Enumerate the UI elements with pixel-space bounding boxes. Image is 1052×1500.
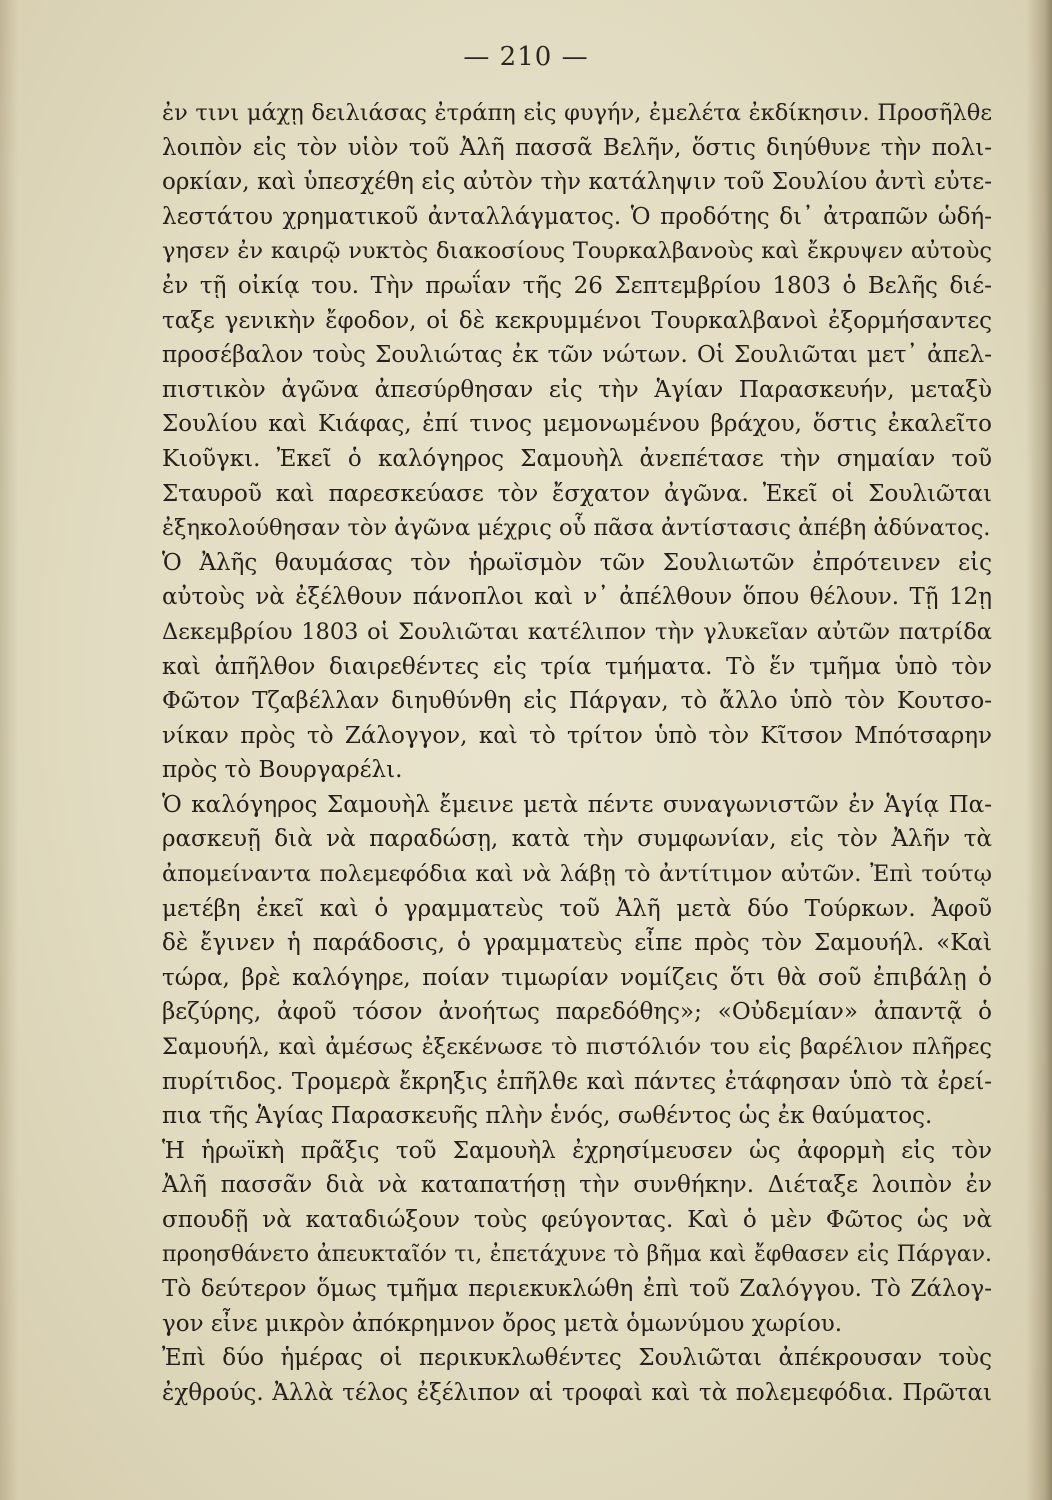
text-line: Δεκεμβρίου 1803 οἱ Σουλιῶται κατέλιπον τὴν γλυκεῖαν αὐτῶν πατρίδα (162, 618, 992, 645)
text-line: γησεν ἐν καιρῷ νυκτὸς διακοσίους Τουρκαλβανοὺς καὶ ἔκρυψεν αὐτοὺς (162, 238, 992, 265)
text-line: Σουλίου καὶ Κιάφας, ἐπί τινος μεμονωμένου βράχου, ὅστις ἐκαλεῖτο (162, 411, 992, 438)
text-line: γον εἶνε μικρὸν ἀπόκρημνον ὄρος μετὰ ὁμωνύμου χωρίου. (162, 1310, 843, 1337)
text-line: αὐτοὺς νὰ ἐξέλθουν πάνοπλοι καὶ ν᾽ ἀπέλθουν ὅπου θέλουν. Τῇ 12ῃ (162, 584, 992, 611)
text-line: τώρα, βρὲ καλόγηρε, ποίαν τιμωρίαν νομίζεις ὅτι θὰ σοῦ ἐπιβάλῃ ὁ (162, 964, 992, 991)
text-line: Σταυροῦ καὶ παρεσκεύασε τὸν ἔσχατον ἀγῶνα. Ἐκεῖ οἱ Σουλιῶται (162, 480, 992, 507)
text-line: πυρίτιδος. Τρομερὰ ἔκρηξις ἐπῆλθε καὶ πάντες ἐτάφησαν ὑπὸ τὰ ἐρεί- (162, 1068, 992, 1095)
text-line: μετέβη ἐκεῖ καὶ ὁ γραμματεὺς τοῦ Ἀλῆ μετὰ δύο Τούρκων. Ἀφοῦ (162, 895, 992, 922)
text-line: ἐχθρούς. Ἀλλὰ τέλος ἐξέλιπον αἱ τροφαὶ καὶ τὰ πολεμεφόδια. Πρῶται (162, 1379, 992, 1406)
text-line: ἀπομείναντα πολεμεφόδια καὶ νὰ λάβῃ τὸ ἀντίτιμον αὐτῶν. Ἐπὶ τούτῳ (162, 861, 992, 888)
page-right-edge-shadow (1026, 0, 1052, 1500)
text-line: Ὁ Ἀλῆς θαυμάσας τὸν ἡρωϊσμὸν τῶν Σουλιωτῶν ἐπρότεινεν εἰς (162, 549, 992, 576)
text-line: Σαμουήλ, καὶ ἀμέσως ἐξεκένωσε τὸ πιστόλιόν του εἰς βαρέλιον πλῆρες (162, 1034, 992, 1061)
text-line: Ἐπὶ δύο ἡμέρας οἱ περικυκλωθέντες Σουλιῶται ἀπέκρουσαν τοὺς (162, 1345, 992, 1372)
page-left-edge-shadow (0, 0, 18, 1500)
text-line: καὶ ἀπῆλθον διαιρεθέντες εἰς τρία τμήματα. Τὸ ἕν τμῆμα ὑπὸ τὸν (162, 653, 992, 680)
text-line: βεζύρης, ἀφοῦ τόσον ἀνοήτως παρεδόθης»; «Οὐδεμίαν» ἀπαντᾷ ὁ (162, 999, 992, 1026)
text-line: σπουδῇ νὰ καταδιώξουν τοὺς φεύγοντας. Καὶ ὁ μὲν Φῶτος ὡς νὰ (162, 1207, 992, 1233)
body-text (162, 96, 992, 1411)
text-line: Τὸ δεύτερον ὅμως τμῆμα περιεκυκλώθη ἐπὶ τοῦ Ζαλόγγου. Τὸ Ζάλογ- (162, 1276, 992, 1303)
text-line: δὲ ἔγινεν ἡ παράδοσις, ὁ γραμματεὺς εἶπε πρὸς τὸν Σαμουήλ. «Καὶ (162, 930, 992, 957)
text-line: ἐξηκολούθησαν τὸν ἀγῶνα μέχρις οὗ πᾶσα ἀντίστασις ἀπέβη ἀδύνατος. (162, 515, 991, 542)
text-line: λοιπὸν εἰς τὸν υἱὸν τοῦ Ἀλῆ πασσᾶ Βελῆν, ὅστις διηύθυνε τὴν πολι- (162, 134, 992, 161)
text-line: ταξε γενικὴν ἔφοδον, οἱ δὲ κεκρυμμένοι Τουρκαλβανοὶ ἐξορμήσαντες (162, 307, 992, 334)
text-line: ρασκευῇ διὰ νὰ παραδώσῃ, κατὰ τὴν συμφωνίαν, εἰς τὸν Ἀλῆν τὰ (162, 826, 992, 853)
text-line: ορκίαν, καὶ ὑπεσχέθη εἰς αὐτὸν τὴν κατάληψιν τοῦ Σουλίου ἀντὶ εὐτε- (162, 169, 992, 196)
text-line: πιστικὸν ἀγῶνα ἀπεσύρθησαν εἰς τὴν Ἁγίαν Παρασκευήν, μεταξὺ (162, 376, 992, 403)
text-line: πια τῆς Ἁγίας Παρασκευῆς πλὴν ἑνός, σωθέντος ὡς ἐκ θαύματος. (162, 1103, 933, 1130)
text-line: πρὸς τὸ Βουργαρέλι. (162, 757, 403, 784)
text-line: προσέβαλον τοὺς Σουλιώτας ἐκ τῶν νώτων. Οἱ Σουλιῶται μετ᾽ ἀπελ- (162, 342, 992, 369)
text-line: Κιοῦγκι. Ἐκεῖ ὁ καλόγηρος Σαμουὴλ ἀνεπέτασε τὴν σημαίαν τοῦ (162, 445, 992, 472)
text-line: Ὁ καλόγηρος Σαμουὴλ ἔμεινε μετὰ πέντε συναγωνιστῶν ἐν Ἁγίᾳ Πα- (162, 791, 992, 818)
text-line: ἐν τῇ οἰκίᾳ του. Τὴν πρωΐαν τῆς 26 Σεπτεμβρίου 1803 ὁ Βελῆς διέ- (162, 272, 992, 299)
text-line: ἐν τινι μάχῃ δειλιάσας ἐτράπη εἰς φυγήν, ἐμελέτα ἐκδίκησιν. Προσῆλθε (162, 100, 992, 126)
page-number: — 210 — (463, 42, 589, 72)
text-line: Ἡ ἡρωϊκὴ πρᾶξις τοῦ Σαμουὴλ ἐχρησίμευσεν ὡς ἀφορμὴ εἰς τὸν (162, 1137, 992, 1164)
text-line: προησθάνετο ἀπευκταῖόν τι, ἐπετάχυνε τὸ βῆμα καὶ ἔφθασεν εἰς Πάργαν. (162, 1241, 992, 1267)
text-line: νίκαν πρὸς τὸ Ζάλογγον, καὶ τὸ τρίτον ὑπὸ τὸν Κῖτσον Μπότσαρην (162, 722, 992, 749)
text-line: λεστάτου χρηματικοῦ ἀνταλλάγματος. Ὁ προδότης δι᾽ ἀτραπῶν ὡδή- (162, 203, 992, 230)
text-line: Ἀλῆ πασσᾶν διὰ νὰ καταπατήσῃ τὴν συνθήκην. Διέταξε λοιπὸν ἐν (162, 1172, 992, 1199)
text-line: Φῶτον Τζαβέλλαν διηυθύνθη εἰς Πάργαν, τὸ ἄλλο ὑπὸ τὸν Κουτσο- (162, 688, 992, 715)
